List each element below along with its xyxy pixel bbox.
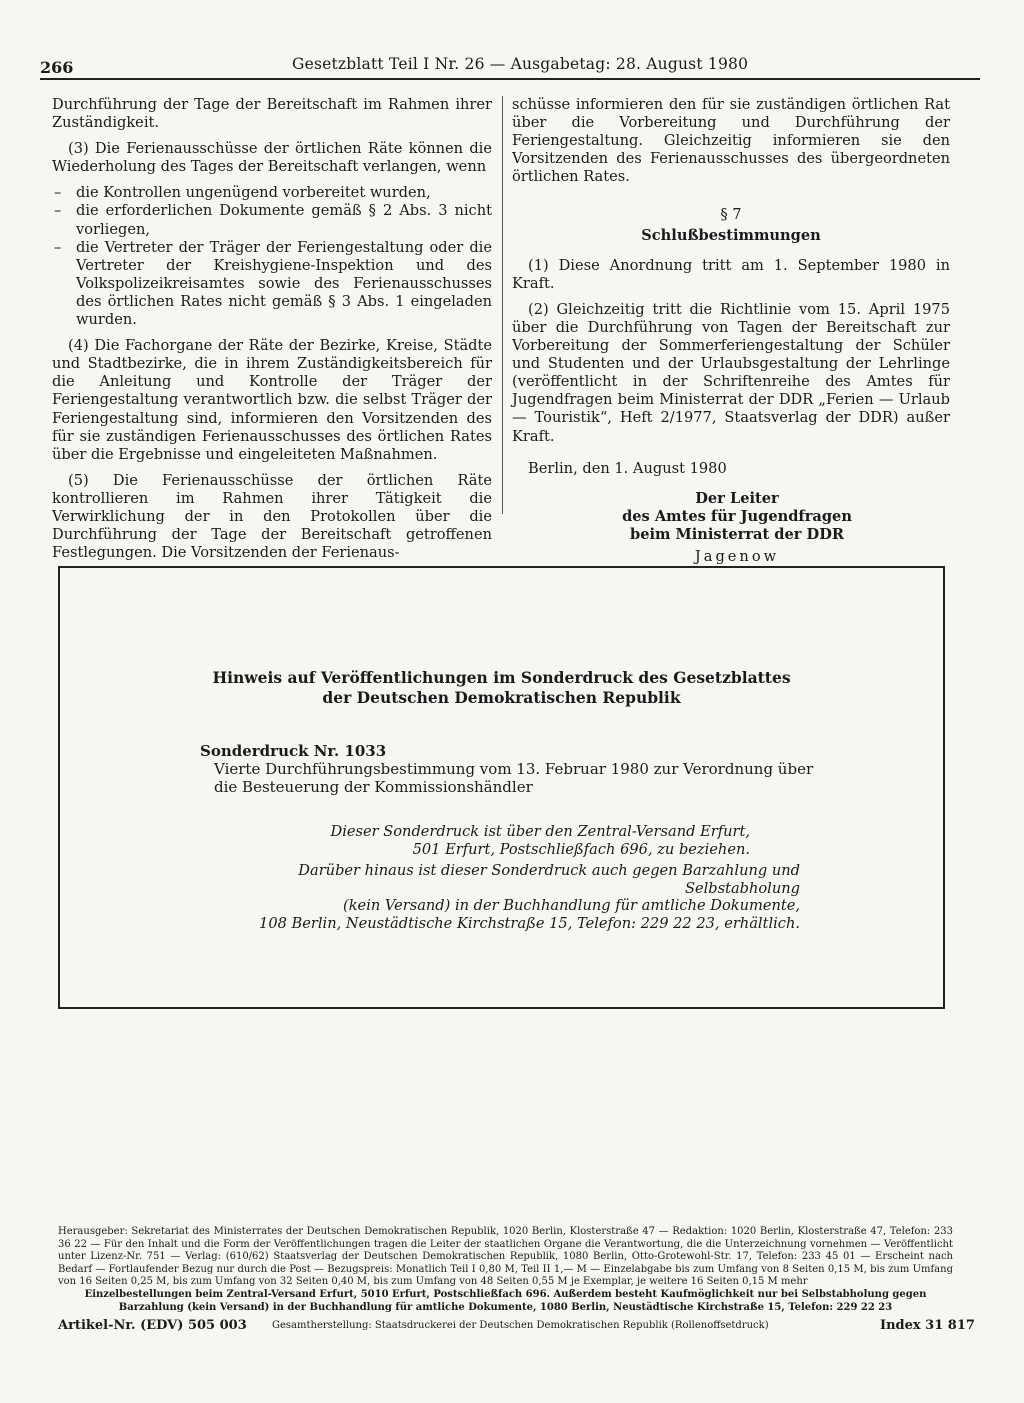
dash-list <box>52 184 492 329</box>
signature-name: Jagenow <box>694 547 780 565</box>
special-print-notice-box <box>58 566 945 1009</box>
cash-purchase-note <box>210 862 800 932</box>
dash-mark: – <box>54 184 62 202</box>
dash-mark: – <box>54 238 62 256</box>
final-paragraph-2: (2) Gleichzeitig tritt die Richtlinie vom 15. April 1975 über die Durchführung von Tagen der Bereitschaft zur Vorbereitung der Sommerferiengestaltung der Schüler und Studenten und der Urlaubsgestaltung der Lehrlinge (veröffentlicht in der Schriftenreihe des Amtes für Jugendfragen beim Ministerrat der DDR „Ferien — Urlaub — Touristik“, Heft 2/1977, Staatsverlag der DDR) außer Kraft. <box>512 300 950 445</box>
notice-title-line: der Deutschen Demokratischen Republik <box>322 688 681 707</box>
left-intro-paragraph: Durchführung der Tage der Bereitschaft im Rahmen ihrer Zuständigkeit. <box>52 96 492 132</box>
imprint-order-info: Einzelbestellungen beim Zentral-Versand Erfurt, 5010 Erfurt, Postschließfach 696. Außerdem besteht Kaufmöglichkeit nur bei Selbstabholung gegen Barzahlung (kein Versand) in der Buchhandlung für amtliche Dokumente, 1080 Berlin, Neustädtische Kirchstraße 15, Telefon: 229 22 23 <box>84 1289 927 1313</box>
paragraph-4: (4) Die Fachorgane der Räte der Bezirke, Kreise, Städte und Stadtbezirke, die in ihrem Zuständigkeitsbereich für die Anleitung und Kontrolle der Träger der Feriengestaltung verantwortlich bzw. die selbst Träger der Feriengestaltung sind, informieren den Vorsitzenden des für sie zuständigen Ferienausschusses des örtlichen Rates über die Ergebnisse und eingeleiteten Maßnahmen. <box>52 337 492 463</box>
signature-line: Der Leiter <box>695 489 779 507</box>
producer-line: Gesamtherstellung: Staatsdruckerei der Deutschen Demokratischen Republik (Rollenoffsetdruck) <box>272 1320 769 1331</box>
dash-item <box>52 239 492 329</box>
signature-line: beim Ministerrat der DDR <box>629 525 844 543</box>
article-number: Artikel-Nr. (EDV) 505 003 <box>58 1318 247 1333</box>
right-column <box>512 96 950 566</box>
special-print-description: Vierte Durchführungsbestimmung vom 13. Februar 1980 zur Verordnung über die Besteuerung der Kommissionshändler <box>214 760 814 796</box>
availability-line: Dieser Sonderdruck ist über den Zentral-Versand Erfurt, <box>330 823 750 840</box>
cash-purchase-line: (kein Versand) in der Buchhandlung für amtliche Dokumente, <box>343 897 800 914</box>
cash-purchase-line: 108 Berlin, Neustädtische Kirchstraße 15, Telefon: 229 22 23, erhältlich. <box>259 914 800 932</box>
paragraph-3: (3) Die Ferienausschüsse der örtlichen Räte können die Wiederholung des Tages der Bereitschaft verlangen, wenn <box>52 140 492 176</box>
notice-title <box>60 668 943 708</box>
dash-mark: – <box>54 202 62 220</box>
notice-title-line: Hinweis auf Veröffentlichungen im Sonderdruck des Gesetzblattes <box>212 668 791 687</box>
dash-item-text: die erforderlichen Dokumente gemäß § 2 Abs. 3 nicht vorliegen, <box>76 202 492 238</box>
place-date: Berlin, den 1. August 1980 <box>528 459 727 477</box>
cash-purchase-line: Darüber hinaus ist dieser Sonderdruck auch gegen Barzahlung und Selbstabholung <box>298 862 800 897</box>
dash-item <box>52 184 492 202</box>
availability-line: 501 Erfurt, Postschließfach 696, zu beziehen. <box>412 840 750 858</box>
signature-line: des Amtes für Jugendfragen <box>622 507 852 525</box>
dash-item-text: die Kontrollen ungenügend vorbereitet wurden, <box>76 184 431 202</box>
final-paragraph-1: (1) Diese Anordnung tritt am 1. September 1980 in Kraft. <box>512 256 950 292</box>
page-number: 266 <box>40 58 74 77</box>
signature-title <box>622 490 852 544</box>
section-number: § 7 <box>720 206 742 224</box>
imprint-text: Herausgeber: Sekretariat des Ministerrates der Deutschen Demokratischen Republik, 1020 Berlin, Klosterstraße 47 — Redaktion: 1020 Berlin, Klosterstraße 47, Telefon: 233 36 22 — Für den Inhalt und die Form der Veröffentlichungen tragen die Leiter der staatlichen Organe die Verantwortung, die die Unterzeichnung vornehmen — Veröffentlicht unter Lizenz-Nr. 751 — Verlag: (610/62) Staatsverlag der Deutschen Demokratischen Republik, 1080 Berlin, Otto-Grotewohl-Str. 17, Telefon: 233 45 01 — Erscheint nach Bedarf — Fortlaufender Bezug nur durch die Post — Bezugspreis: Monatlich Teil I 0,80 M, Teil II 1,— M — Einzelabgabe bis zum Umfang von 8 Seiten 0,15 M, bis zum Umfang von 16 Seiten 0,25 M, bis zum Umfang von 32 Seiten 0,40 M, bis zum Umfang von 48 Seiten 0,55 M je Exemplar, je weitere 16 Seiten 0,15 M mehr <box>58 1226 953 1288</box>
dash-item-text: die Vertreter der Träger der Feriengestaltung oder die Vertreter der Kreishygiene-Inspektion und des Volkspolizeikreisamtes sowie des Ferienausschusses des örtlichen Rates nicht gemäß § 3 Abs. 1 eingeladen wurden. <box>76 238 492 329</box>
paragraph-5: (5) Die Ferienausschüsse der örtlichen Räte kontrollieren im Rahmen ihrer Tätigkeit die Verwirklichung der in den Protokollen über die Durchführung der Tage der Bereitschaft getroffenen Festlegungen. Die Vorsitzenden der Ferienaus- <box>52 471 492 562</box>
special-print-number: Sonderdruck Nr. 1033 <box>200 742 387 760</box>
right-continuation-paragraph: schüsse informieren den für sie zuständigen örtlichen Rat über die Vorbereitung und Durchführung der Feriengestaltung. Gleichzeitig informieren sie den Vorsitzenden des Ferienausschusses des übergeordneten örtlichen Rates. <box>512 96 950 186</box>
running-head: Gesetzblatt Teil I Nr. 26 — Ausgabetag: 28. August 1980 <box>292 55 749 73</box>
dash-item <box>52 202 492 238</box>
section-title: Schlußbestimmungen <box>641 226 821 244</box>
column-divider <box>502 96 503 514</box>
availability-note <box>210 823 750 858</box>
left-column <box>52 96 492 570</box>
header-rule <box>40 78 980 80</box>
index-number: Index 31 817 <box>880 1318 975 1333</box>
